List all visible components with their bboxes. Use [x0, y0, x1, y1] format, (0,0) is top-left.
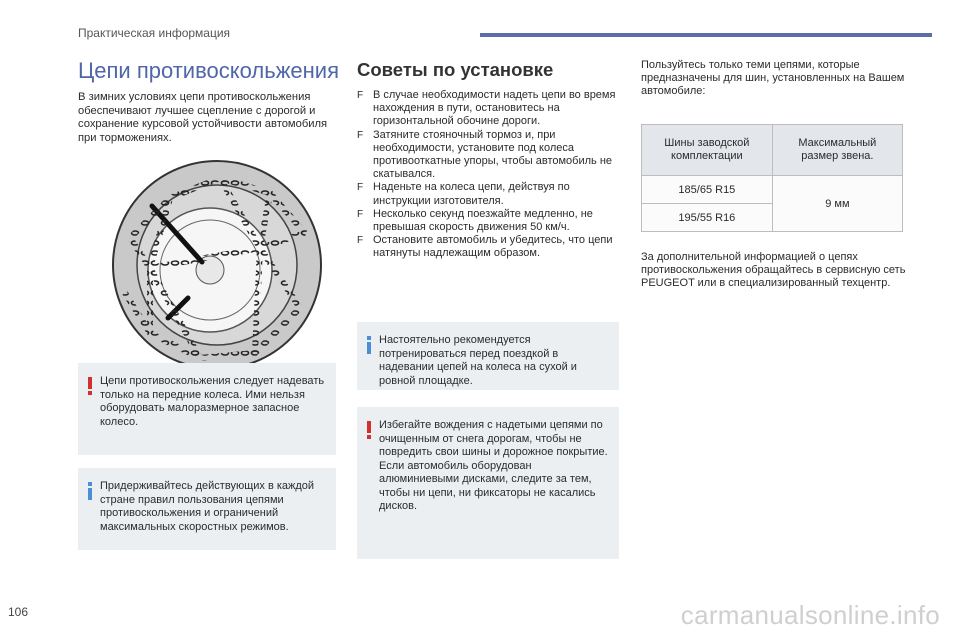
info-note-local-rules [78, 468, 336, 550]
table-row [642, 176, 903, 204]
list-item: F Затяните стояночный тормоз и, при необходимости, установите под колеса противооткатные упоры, чтобы автомобиль не скатывался. [357, 128, 613, 181]
table-header-max-link: Максимальный размер звена. [772, 125, 902, 176]
info-marker-icon [367, 336, 371, 354]
chain-size-table [641, 124, 903, 232]
page-number: 106 [8, 605, 29, 619]
list-item: F Остановите автомобиль и убедитесь, что цепи натянуты надлежащим образом. [357, 234, 613, 260]
info-marker-icon [88, 482, 92, 500]
table-header-tires: Шины заводской комплектации [642, 125, 773, 176]
install-steps-list [357, 89, 619, 261]
bullet-icon: F [357, 182, 364, 194]
table-header-row [642, 125, 903, 176]
list-item: F В случае необходимости надеть цепи во время нахождения в пути, остановитесь на горизонтальной обочине дороги. [357, 89, 616, 128]
watermark: carmanualsonline.info [680, 600, 940, 630]
install-tips-title: Советы по установке [357, 59, 554, 80]
section-header: Практическая информация [78, 26, 231, 40]
warning-note-front-wheels [78, 363, 336, 455]
list-item: F Несколько секунд поезжайте медленно, не превышая скорость движения 50 км/ч. [357, 207, 593, 234]
warning-note-clear-roads [357, 407, 619, 559]
note-text: Придерживайтесь действующих в каждой стране правил пользования цепями противоскольжения и ограничений максимальных скоростных режимов. [100, 480, 315, 533]
list-item: F Наденьте на колеса цепи, действуя по инструкции изготовителя. [357, 181, 570, 207]
service-info-paragraph: За дополнительной информацией о цепях противоскольжения обращайтесь в сервисную сеть PEUGEOT или в специализированный техцентр. [641, 251, 906, 290]
note-text: Цепи противоскольжения следует надевать только на передние колеса. Ими нельзя оборудовать малоразмерное запасное колесо. [100, 375, 325, 428]
table-cell-max-link: 9 мм [772, 176, 902, 232]
note-text: Настоятельно рекомендуется потренироваться перед поездкой в надевании цепей на колеса на сухой и ровной площадке. [379, 334, 577, 387]
intro-paragraph: В зимних условиях цепи противоскольжения обеспечивают лучшее сцепление с дорогой и сохранение курсовой устойчивости автомобиля при торможениях. [78, 91, 328, 144]
note-text: Избегайте вождения с надетыми цепями по очищенным от снега дорогам, чтобы не повредить свои шины и дорожное покрытие. Если автомобиль оборудован алюминиевыми дисками, следите за тем, чтобы ни цепи, ни фиксаторы не касались дисков. [379, 419, 608, 512]
warning-marker-icon [367, 421, 371, 439]
chains-usage-intro: Пользуйтесь только теми цепями, которые предназначены для шин, установленных на Вашем автомобиле: [641, 59, 905, 98]
info-note-practice [357, 322, 619, 390]
table-cell-tire: 195/55 R16 [642, 204, 773, 232]
header-divider [480, 33, 932, 37]
wheel-chain-illustration [110, 158, 325, 373]
page-title: Цепи противоскольжения [78, 58, 339, 83]
warning-marker-icon [88, 377, 92, 395]
table-cell-tire: 185/65 R15 [642, 176, 773, 204]
bullet-icon: F [357, 90, 364, 101]
bullet-icon: F [357, 208, 364, 220]
bullet-icon: F [357, 235, 364, 247]
bullet-icon: F [357, 129, 364, 141]
